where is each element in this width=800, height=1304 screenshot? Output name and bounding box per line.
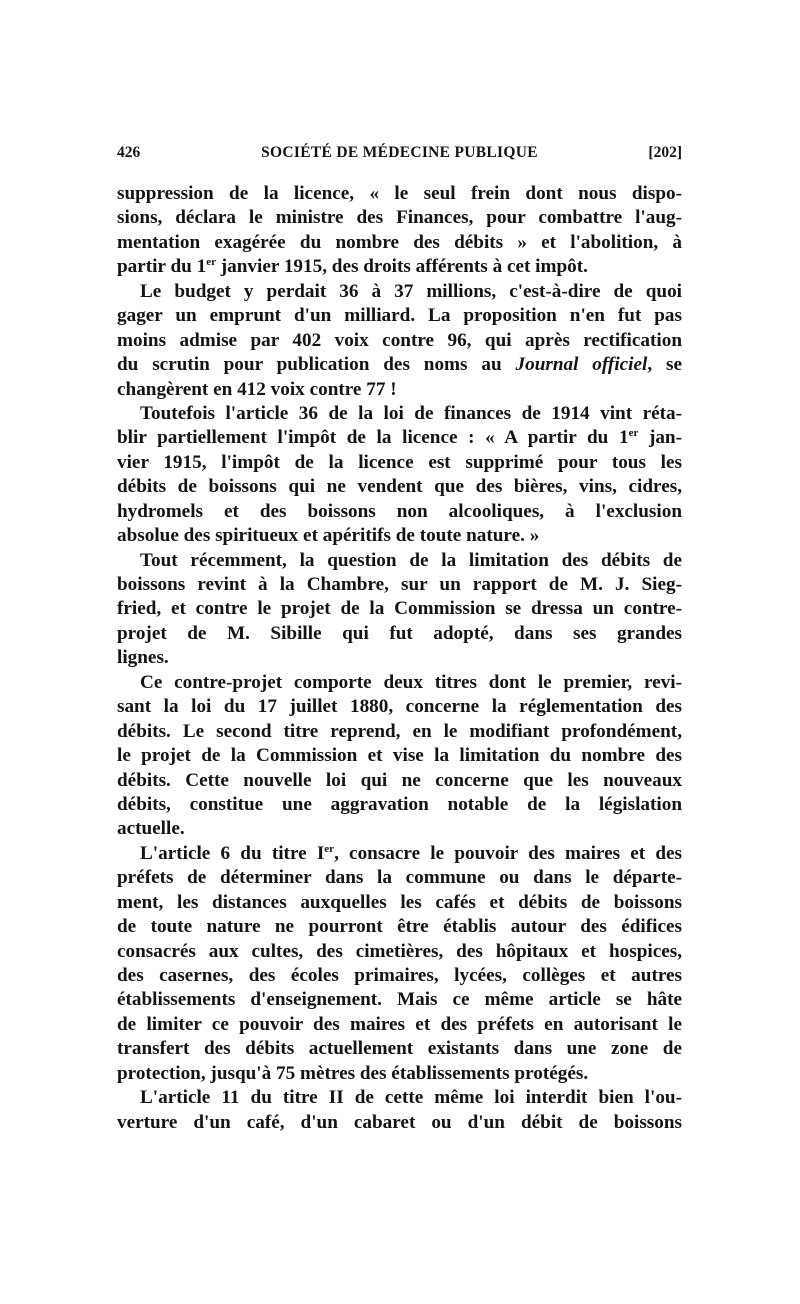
superscript: er	[628, 427, 639, 440]
text-line: préfets de déterminer dans la commune ou dans le départe-	[117, 867, 682, 889]
text-segment: , se	[647, 354, 682, 376]
text-line: sions, déclara le ministre des Finances, pour combattre l'aug-	[117, 207, 682, 229]
text-line: de toute nature ne pourront être établis autour des édifices	[117, 916, 682, 938]
text-line: hydromels et des boissons non alcooliques, à l'exclusion	[117, 500, 682, 522]
text-line: suppression de la licence, « le seul frein dont nous dispo-	[117, 183, 682, 204]
text-line: projet de M. Sibille qui fut adopté, dans ses grandes	[117, 622, 682, 644]
text-line: actuelle.	[117, 818, 185, 840]
text-line: boissons revint à la Chambre, sur un rapport de M. J. Sieg-	[117, 574, 682, 595]
text-line: fried, et contre le projet de la Commission se dressa un contre-	[117, 598, 682, 620]
text-line: Toutefois l'article 36 de la loi de finances de 1914 vint réta-	[140, 402, 682, 424]
text-line: L'article 11 du titre II de cette même loi interdit bien l'ou-	[140, 1087, 682, 1109]
text-line: de limiter ce pouvoir des maires et des préfets en autorisant le	[117, 1013, 682, 1035]
text-line: Tout récemment, la question de la limitation des débits de	[140, 549, 682, 571]
text-line: des casernes, des écoles primaires, lycées, collèges et autres	[117, 965, 682, 986]
text-line: changèrent en 412 voix contre 77 !	[117, 378, 397, 400]
text-line: vier 1915, l'impôt de la licence est supprimé pour tous les	[117, 451, 682, 473]
text-segment: du scrutin pour publication des noms au	[117, 354, 516, 376]
text-line: mentation exagérée du nombre des débits » et l'abolition, à	[117, 231, 682, 253]
text-line: moins admise par 402 voix contre 96, qui après rectification	[117, 329, 682, 351]
bracket-page-number: [202]	[648, 144, 682, 161]
journal-title: Journal officiel	[515, 354, 648, 376]
text-line	[117, 353, 682, 377]
superscript: er	[206, 256, 216, 269]
text-line: sant la loi du 17 juillet 1880, concerne la réglementation des	[117, 696, 682, 718]
text-line: gager un emprunt d'un milliard. La proposition n'en fut pas	[117, 305, 682, 327]
text-line: débits de boissons qui ne vendent que des bières, vins, cidres,	[117, 476, 682, 498]
text-line: débits. Cette nouvelle loi qui ne concerne que les nouveaux	[117, 769, 682, 791]
text-line: protection, jusqu'à 75 mètres des établissements protégés.	[117, 1062, 589, 1084]
page-number: 426	[117, 144, 141, 161]
text-line: verture d'un café, d'un cabaret ou d'un débit de boissons	[117, 1111, 682, 1133]
text-line: partir du 1er janvier 1915, des droits afférents à cet impôt.	[117, 256, 588, 278]
text-line: absolue des spiritueux et apéritifs de toute nature. »	[117, 525, 540, 547]
text-line: Le budget y perdait 36 à 37 millions, c'est-à-dire de quoi	[140, 280, 682, 302]
text-line: L'article 6 du titre Ier, consacre le pouvoir des maires et des	[140, 842, 682, 864]
body-text	[117, 182, 682, 1135]
text-line: consacrés aux cultes, des cimetières, des hôpitaux et hospices,	[117, 940, 682, 962]
text-line: blir partiellement l'impôt de la licence : « A partir du 1er jan-	[117, 427, 682, 449]
text-line: transfert des débits actuellement existants dans une zone de	[117, 1038, 682, 1060]
text-line: lignes.	[117, 647, 169, 669]
running-title: SOCIÉTÉ DE MÉDECINE PUBLIQUE	[261, 144, 538, 161]
text-line: débits. Le second titre reprend, en le modifiant profondément,	[117, 720, 682, 742]
text-line: débits, constitue une aggravation notable de la législation	[117, 793, 682, 815]
running-header	[117, 144, 682, 172]
text-line: Ce contre-projet comporte deux titres dont le premier, revi-	[140, 671, 682, 693]
superscript: er	[324, 842, 335, 855]
text-line: établissements d'enseignement. Mais ce même article se hâte	[117, 989, 682, 1011]
text-line: ment, les distances auxquelles les cafés et débits de boissons	[117, 891, 682, 913]
text-line: le projet de la Commission et vise la limitation du nombre des	[117, 745, 682, 767]
